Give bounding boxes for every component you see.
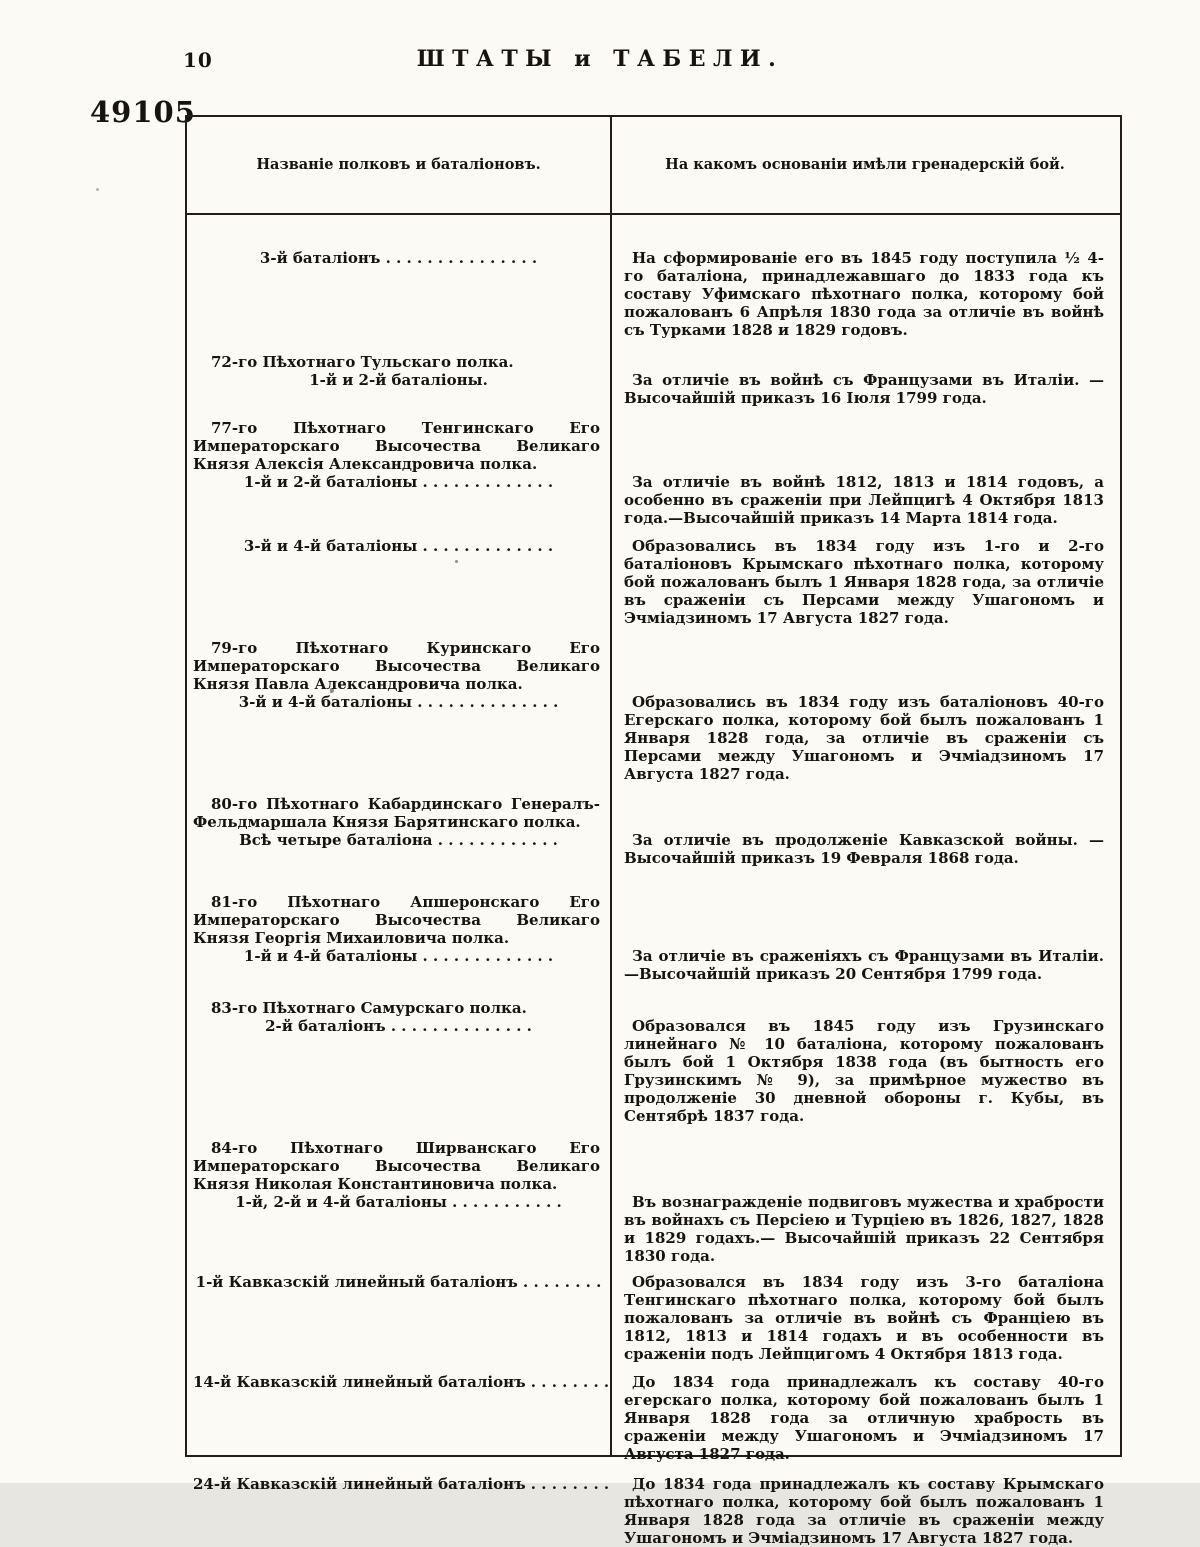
- table-row: [187, 537, 1120, 627]
- table-row: [187, 795, 1120, 867]
- table-row: [187, 419, 1120, 527]
- regiments-table: [185, 115, 1122, 1547]
- page-number: 10: [183, 48, 213, 72]
- table-row: [187, 353, 1120, 407]
- basis-text: Образовался въ 1845 году изъ Грузинскаго линейнаго № 10 баталіона, которому пожалованъ былъ бой 1 Октября 1838 года (въ бытность его Грузинскимъ № 9), за примѣрное мужество въ продолженіе 30 дневной обороны г. Кубы, въ Сентябрѣ 1837 года.: [624, 1017, 1104, 1125]
- regiment-heading: 72-го Пѣхотнаго Тульскаго полка.: [211, 353, 514, 371]
- table-row: [187, 249, 1120, 339]
- table-row: [187, 1475, 1120, 1547]
- battalion-label: 1-й Кавказскій линейный баталіонъ . . . . . . . .: [195, 1273, 602, 1291]
- basis-text: До 1834 года принадлежалъ къ составу 40-го егерскаго полка, которому бой пожалованъ былъ 1 Января 1828 года за отличную храбрость въ сраженіи между Ушагономъ и Эчміадзиномъ 17 Августа 1827 года.: [624, 1373, 1104, 1463]
- table-row: [187, 639, 1120, 783]
- basis-text: До 1834 года принадлежалъ къ составу Крымскаго пѣхотнаго полка, которому бой былъ пожалованъ 1 Января 1828 года за отличіе въ сраженіи между Ушагономъ и Эчміадзиномъ 17 Августа 1827 года.: [624, 1475, 1104, 1547]
- act-number: 49105: [90, 95, 196, 129]
- battalion-label: Всѣ четыре баталіона . . . . . . . . . . . .: [239, 831, 558, 849]
- basis-text: Образовались въ 1834 году изъ баталіоновъ 40-го Егерскаго полка, которому бой былъ пожалованъ 1 Января 1828 года, за отличіе въ сраженіи съ Персами между Ушагономъ и Эчміадзиномъ 17 Августа 1827 года.: [624, 693, 1104, 783]
- table-row: [187, 1273, 1120, 1363]
- scan-speck: [96, 188, 99, 191]
- regiment-heading: 79-го Пѣхотнаго Куринскаго Его Императорскаго Высочества Великаго Князя Павла Александровича полка.: [193, 639, 600, 693]
- column-header-basis: На какомъ основаніи имѣли гренадерскій бой.: [665, 155, 1065, 173]
- basis-text: Образовался въ 1834 году изъ 3-го баталіона Тенгинскаго пѣхотнаго полка, которому бой былъ пожалованъ за отличіе въ войнѣ съ Франціею въ 1812, 1813 и 1814 годахъ и въ особенности въ сраженіи подъ Лейпцигомъ 4 Октября 1813 года.: [624, 1273, 1104, 1363]
- battalion-label: 3-й и 4-й баталіоны . . . . . . . . . . . . . .: [238, 693, 559, 711]
- page-title: ШТАТЫ и ТАБЕЛИ.: [416, 46, 784, 72]
- table-row: [187, 1373, 1120, 1463]
- basis-text: За отличіе въ продолженіе Кавказской войны. — Высочайшій приказъ 19 Февраля 1868 года.: [624, 831, 1104, 867]
- regiment-heading: 83-го Пѣхотнаго Самурскаго полка.: [211, 999, 527, 1017]
- table-row: [187, 893, 1120, 983]
- battalion-label: 1-й и 2-й баталіоны.: [309, 371, 488, 389]
- regiment-heading: 84-го Пѣхотнаго Ширванскаго Его Императорскаго Высочества Великаго Князя Николая Константиновича полка.: [193, 1139, 600, 1193]
- battalion-label: 1-й, 2-й и 4-й баталіоны . . . . . . . . . . .: [235, 1193, 562, 1211]
- battalion-label: 14-й Кавказскій линейный баталіонъ . . . . . . . .: [193, 1373, 610, 1391]
- basis-text: За отличіе въ сраженіяхъ съ Французами въ Италіи.—Высочайшій приказъ 20 Сентября 1799 года.: [624, 947, 1104, 983]
- basis-text: Образовались въ 1834 году изъ 1-го и 2-го баталіоновъ Крымскаго пѣхотнаго полка, которому бой пожалованъ былъ 1 Января 1828 года, за отличіе въ сраженіи съ Персами между Ушагономъ и Эчміадзиномъ 17 Августа 1827 года.: [624, 537, 1104, 627]
- basis-text: За отличіе въ войнѣ съ Французами въ Италіи. — Высочайшій приказъ 16 Іюля 1799 года.: [624, 371, 1104, 407]
- battalion-label: 3-й и 4-й баталіоны . . . . . . . . . . . . .: [243, 537, 554, 555]
- regiment-heading: 81-го Пѣхотнаго Апшеронскаго Его Императорскаго Высочества Великаго Князя Георгія Михаиловича полка.: [193, 893, 600, 947]
- column-header-regiments: Названіе полковъ и баталіоновъ.: [256, 155, 541, 173]
- basis-text: За отличіе въ войнѣ 1812, 1813 и 1814 годовъ, а особенно въ сраженіи при Лейпцигѣ 4 Октября 1813 года.—Высочайшій приказъ 14 Марта 1814 года.: [624, 473, 1104, 527]
- battalion-label: 24-й Кавказскій линейный баталіонъ . . . . . . . .: [193, 1475, 610, 1493]
- table-row: [187, 1139, 1120, 1265]
- battalion-label: 1-й и 4-й баталіоны . . . . . . . . . . . . .: [243, 947, 554, 965]
- table-row: [187, 999, 1120, 1125]
- table-body: [187, 249, 1120, 1547]
- basis-text: Въ вознагражденіе подвиговъ мужества и храбрости въ войнахъ съ Персіею и Турціею въ 1826, 1827, 1828 и 1829 годахъ.— Высочайшій приказъ 22 Сентября 1830 года.: [624, 1193, 1104, 1265]
- battalion-label: 1-й и 2-й баталіоны . . . . . . . . . . . . .: [243, 473, 554, 491]
- battalion-label: 3-й баталіонъ . . . . . . . . . . . . . . .: [259, 249, 538, 267]
- table-header-row: [187, 117, 1120, 215]
- regiment-heading: 80-го Пѣхотнаго Кабардинскаго Генералъ-Фельдмаршала Князя Барятинскаго полка.: [193, 795, 600, 831]
- regiment-heading: 77-го Пѣхотнаго Тенгинскаго Его Императорскаго Высочества Великаго Князя Алексія Александровича полка.: [193, 419, 600, 473]
- basis-text: На сформированіе его въ 1845 году поступила ½ 4-го баталіона, принадлежавшаго до 1833 года къ составу Уфимскаго пѣхотнаго полка, которому бой пожалованъ 6 Апрѣля 1830 года за отличіе въ войнѣ съ Турками 1828 и 1829 годовъ.: [624, 249, 1104, 339]
- battalion-label: 2-й баталіонъ . . . . . . . . . . . . . .: [265, 1017, 532, 1035]
